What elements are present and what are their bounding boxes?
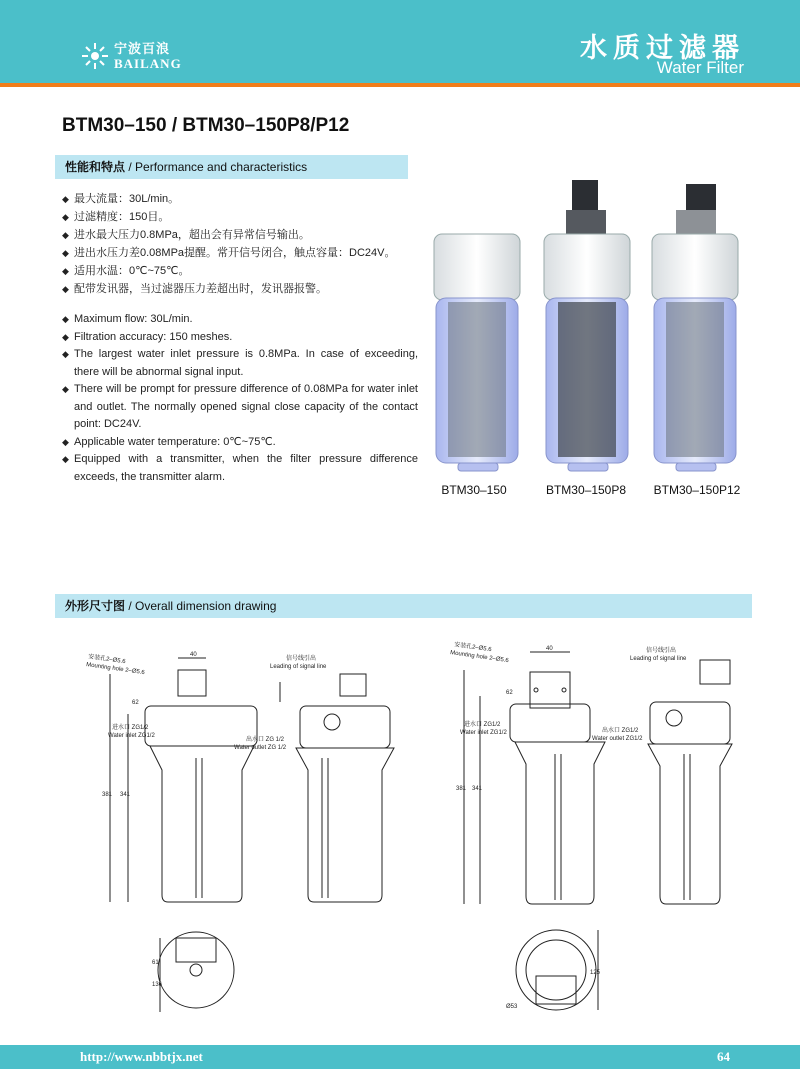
product-photo-btm30-150p12 bbox=[646, 180, 746, 480]
drawing-label: 62 bbox=[506, 690, 513, 696]
drawing-label: Water outlet ZG1/2 bbox=[592, 736, 643, 742]
drawing-label: Water inlet ZG1/2 bbox=[108, 733, 155, 739]
performance-list-en bbox=[62, 311, 418, 486]
drawing-label: 信号线引出 bbox=[646, 648, 677, 654]
product-photo-btm30-150 bbox=[428, 180, 528, 480]
drawing-label: 40 bbox=[190, 652, 197, 658]
drawing-label: 381 bbox=[456, 786, 467, 792]
list-item: ◆ 进出水压力差0.08MPa提醒。常开信号闭合，触点容量：DC24V。 bbox=[62, 244, 422, 262]
drawing-label: 出水口 ZG 1/2 bbox=[246, 737, 285, 743]
dimension-drawing bbox=[50, 630, 750, 1030]
drawing-label: 341 bbox=[120, 792, 131, 798]
drawing-label: 进水口 ZG1/2 bbox=[112, 725, 149, 731]
product-caption: BTM30–150P12 bbox=[653, 483, 741, 497]
drawing-label: Leading of signal line bbox=[270, 664, 327, 670]
drawing-label: 出水口 ZG1/2 bbox=[602, 728, 639, 734]
page-number: 64 bbox=[717, 1049, 730, 1064]
header-title-en: Water Filter bbox=[656, 58, 744, 77]
drawing-label: Mounting hole 2–Ø5.6 bbox=[85, 662, 146, 677]
website-link[interactable]: http://www.nbbtjx.net bbox=[80, 1049, 203, 1064]
drawing-label: 125 bbox=[590, 970, 601, 976]
header-title-cn: 水质过滤器 bbox=[580, 33, 745, 63]
list-item: ◆ 适用水温：0℃~75℃。 bbox=[62, 262, 422, 280]
drawing-label: Ø53 bbox=[506, 1004, 518, 1010]
page-footer bbox=[0, 1045, 800, 1069]
logo-cn-text: 宁波百浪 bbox=[114, 41, 171, 56]
drawing-label: 安装孔2–Ø5.6 bbox=[453, 642, 492, 654]
product-photo-btm30-150p8 bbox=[538, 180, 638, 480]
drawing-label: 信号线引出 bbox=[286, 656, 317, 662]
dimension-section-en: Overall dimension drawing bbox=[135, 599, 277, 613]
model-title: BTM30–150 / BTM30–150P8/P12 bbox=[62, 115, 350, 136]
drawing-label: 381 bbox=[102, 792, 113, 798]
list-item: ◆ 配带发讯器，当过滤器压力差超出时，发讯器报警。 bbox=[62, 280, 422, 298]
drawing-label: Water outlet ZG 1/2 bbox=[234, 745, 287, 751]
performance-section-sep: / bbox=[125, 160, 136, 174]
performance-section-bar bbox=[55, 155, 408, 179]
drawing-label: 安装孔2–Ø5.6 bbox=[87, 654, 126, 666]
dimension-section-cn: 外形尺寸图 bbox=[65, 599, 126, 613]
drawing-label: 136 bbox=[152, 982, 163, 988]
performance-section-en: Performance and characteristics bbox=[135, 160, 308, 174]
list-item: ◆ Maximum flow: 30L/min. bbox=[62, 311, 418, 329]
list-item: ◆ The largest water inlet pressure is 0.8MPa. In case of exceeding, there will be abnormal signal input. bbox=[62, 346, 418, 381]
dimension-section-bar bbox=[55, 594, 752, 618]
header-orange-rule bbox=[0, 83, 800, 87]
performance-section-cn: 性能和特点 bbox=[65, 160, 126, 174]
drawing-label: 62 bbox=[132, 700, 139, 706]
product-caption: BTM30–150 bbox=[441, 483, 507, 497]
dimension-section-sep: / bbox=[125, 599, 136, 613]
list-item: ◆ 过滤精度：150目。 bbox=[62, 208, 422, 226]
logo-en-text: BAILANG bbox=[114, 56, 182, 71]
page-header bbox=[0, 0, 800, 83]
drawing-label: 341 bbox=[472, 786, 483, 792]
bailang-logo-icon bbox=[80, 41, 110, 71]
drawing-label: 40 bbox=[546, 646, 553, 652]
drawing-label: 进水口 ZG1/2 bbox=[464, 722, 501, 728]
drawing-label: Water inlet ZG1/2 bbox=[460, 730, 507, 736]
list-item: ◆ Applicable water temperature: 0℃~75℃. bbox=[62, 434, 418, 452]
list-item: ◆ Equipped with a transmitter, when the filter pressure difference exceeds, the transmitter alarm. bbox=[62, 451, 418, 486]
list-item: ◆ 进水最大压力0.8MPa，超出会有异常信号输出。 bbox=[62, 226, 422, 244]
list-item: ◆ There will be prompt for pressure difference of 0.08MPa for water inlet and outlet. The normally opened signal close capacity of the contact point: DC24V. bbox=[62, 381, 418, 434]
list-item: ◆ Filtration accuracy: 150 meshes. bbox=[62, 329, 418, 347]
performance-list-cn bbox=[62, 190, 422, 298]
product-caption: BTM30–150P8 bbox=[545, 483, 627, 497]
drawing-label: 61 bbox=[152, 960, 159, 966]
brand-logo bbox=[80, 36, 182, 76]
list-item: ◆ 最大流量：30L/min。 bbox=[62, 190, 422, 208]
drawing-label: Mounting hole 2–Ø5.6 bbox=[449, 650, 510, 665]
drawing-label: Leading of signal line bbox=[630, 656, 687, 662]
